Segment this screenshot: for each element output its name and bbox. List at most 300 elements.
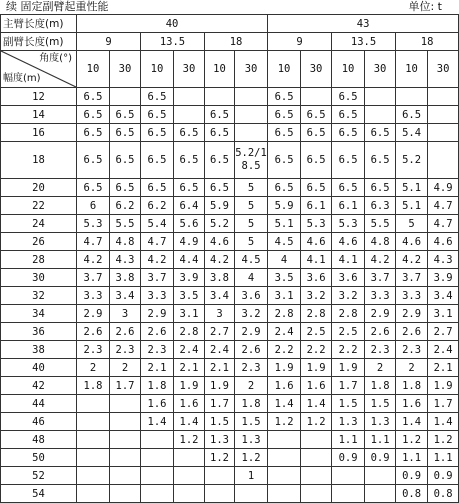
capacity-cell	[268, 467, 301, 485]
capacity-cell: 1.7	[428, 395, 459, 413]
capacity-cell: 1.4	[396, 413, 428, 431]
angle-value: 30	[365, 51, 396, 88]
capacity-cell: 0.9	[332, 449, 365, 467]
capacity-cell: 4.8	[110, 233, 141, 251]
capacity-cell	[365, 485, 396, 503]
capacity-cell: 3.2	[301, 287, 332, 305]
capacity-cell: 3.3	[396, 287, 428, 305]
capacity-cell	[174, 88, 205, 106]
capacity-cell: 6.2	[110, 197, 141, 215]
capacity-cell: 3.1	[428, 305, 459, 323]
capacity-cell: 1.6	[396, 395, 428, 413]
table-row	[1, 341, 459, 359]
radius-label: 幅度(m)	[3, 73, 41, 84]
capacity-cell: 2.4	[428, 341, 459, 359]
capacity-cell: 1.2	[268, 413, 301, 431]
capacity-cell: 1.4	[174, 413, 205, 431]
capacity-cell	[428, 124, 459, 142]
capacity-cell: 2.8	[174, 323, 205, 341]
angle-value: 30	[428, 51, 459, 88]
capacity-cell: 6.5	[301, 124, 332, 142]
unit-label: 单位: t	[408, 0, 442, 13]
capacity-cell: 3.4	[205, 287, 235, 305]
capacity-cell: 6.5	[77, 88, 110, 106]
capacity-cell: 2	[396, 359, 428, 377]
capacity-cell: 5.1	[396, 197, 428, 215]
capacity-cell: 1.5	[365, 395, 396, 413]
capacity-cell: 6.5	[268, 106, 301, 124]
capacity-cell: 5.6	[174, 215, 205, 233]
table-row	[1, 215, 459, 233]
capacity-cell: 3.9	[428, 269, 459, 287]
capacity-cell: 1.3	[332, 413, 365, 431]
header-row-jib	[1, 33, 459, 51]
capacity-cell: 2.2	[301, 341, 332, 359]
capacity-cell: 5.4	[141, 215, 174, 233]
capacity-cell: 2.1	[174, 359, 205, 377]
capacity-cell: 1.1	[428, 449, 459, 467]
capacity-cell: 2.8	[268, 305, 301, 323]
capacity-cell: 1.9	[332, 359, 365, 377]
radius-cell: 18	[1, 142, 77, 179]
capacity-cell: 2.4	[205, 341, 235, 359]
capacity-cell: 6.5	[141, 88, 174, 106]
table-row	[1, 88, 459, 106]
capacity-cell: 5	[396, 215, 428, 233]
table-row	[1, 395, 459, 413]
capacity-cell: 3.2	[332, 287, 365, 305]
capacity-cell: 6.5	[110, 142, 141, 179]
capacity-cell: 1.6	[268, 377, 301, 395]
capacity-cell	[396, 88, 428, 106]
capacity-cell: 6.2	[141, 197, 174, 215]
capacity-cell: 4.9	[174, 233, 205, 251]
capacity-cell: 6.5	[205, 142, 235, 179]
capacity-cell: 4.5	[268, 233, 301, 251]
capacity-cell: 2.3	[141, 341, 174, 359]
capacity-cell	[365, 106, 396, 124]
header-row-main-boom	[1, 15, 459, 33]
capacity-cell: 1.1	[365, 431, 396, 449]
capacity-cell: 1.7	[205, 395, 235, 413]
capacity-cell: 5	[235, 215, 268, 233]
capacity-cell: 1.7	[332, 377, 365, 395]
capacity-cell: 6.5	[205, 106, 235, 124]
capacity-cell: 1.4	[301, 395, 332, 413]
angle-radius-header	[1, 51, 77, 88]
capacity-cell	[110, 413, 141, 431]
lifting-capacity-table	[0, 14, 459, 503]
capacity-cell: 1	[235, 467, 268, 485]
capacity-cell: 1.2	[301, 413, 332, 431]
capacity-cell: 4.2	[365, 251, 396, 269]
capacity-cell: 2.3	[77, 341, 110, 359]
capacity-cell: 3.3	[77, 287, 110, 305]
capacity-cell: 6.5	[110, 106, 141, 124]
table-row	[1, 467, 459, 485]
radius-cell: 24	[1, 215, 77, 233]
capacity-cell	[141, 467, 174, 485]
capacity-cell: 2.7	[428, 323, 459, 341]
radius-cell: 26	[1, 233, 77, 251]
capacity-cell	[301, 449, 332, 467]
capacity-cell: 4.5	[235, 251, 268, 269]
capacity-cell: 3.6	[332, 269, 365, 287]
capacity-cell: 2.3	[235, 359, 268, 377]
table-row	[1, 449, 459, 467]
capacity-cell: 2.6	[110, 323, 141, 341]
capacity-cell: 6.5	[301, 106, 332, 124]
capacity-cell: 2	[110, 359, 141, 377]
capacity-cell: 3.7	[365, 269, 396, 287]
table-row	[1, 359, 459, 377]
capacity-cell: 6.5	[332, 106, 365, 124]
radius-cell: 36	[1, 323, 77, 341]
capacity-cell	[268, 431, 301, 449]
header-row-angle	[1, 51, 459, 88]
capacity-cell: 6.5	[205, 124, 235, 142]
table-row	[1, 251, 459, 269]
capacity-cell: 3.4	[428, 287, 459, 305]
capacity-cell: 2.3	[110, 341, 141, 359]
capacity-cell: 5.9	[268, 197, 301, 215]
angle-value: 10	[141, 51, 174, 88]
capacity-cell: 5.5	[110, 215, 141, 233]
capacity-cell	[428, 88, 459, 106]
radius-cell: 22	[1, 197, 77, 215]
capacity-cell	[110, 395, 141, 413]
capacity-cell: 6.5	[205, 179, 235, 197]
capacity-cell	[428, 142, 459, 179]
capacity-cell: 3.4	[110, 287, 141, 305]
table-row	[1, 305, 459, 323]
capacity-cell: 2.2	[332, 341, 365, 359]
table-row	[1, 323, 459, 341]
capacity-cell	[174, 449, 205, 467]
table-row	[1, 233, 459, 251]
capacity-cell	[235, 124, 268, 142]
capacity-cell: 3.5	[268, 269, 301, 287]
capacity-cell: 4.1	[301, 251, 332, 269]
capacity-cell: 3.7	[77, 269, 110, 287]
capacity-cell	[301, 431, 332, 449]
capacity-cell: 2.3	[365, 341, 396, 359]
capacity-cell: 2.9	[235, 323, 268, 341]
capacity-cell: 6.5	[110, 179, 141, 197]
capacity-cell: 5.3	[332, 215, 365, 233]
radius-cell: 12	[1, 88, 77, 106]
capacity-cell: 2.9	[396, 305, 428, 323]
capacity-cell: 6	[77, 197, 110, 215]
capacity-cell: 4.6	[301, 233, 332, 251]
capacity-cell: 3.2	[235, 305, 268, 323]
main-boom-label: 主臂长度(m)	[1, 15, 77, 33]
capacity-cell: 4.2	[396, 251, 428, 269]
capacity-cell: 4.9	[428, 179, 459, 197]
capacity-cell: 1.8	[396, 377, 428, 395]
capacity-cell: 1.2	[396, 431, 428, 449]
capacity-cell: 2.6	[141, 323, 174, 341]
table-row	[1, 413, 459, 431]
capacity-cell: 6.5	[174, 124, 205, 142]
capacity-cell: 1.5	[205, 413, 235, 431]
capacity-cell: 1.3	[205, 431, 235, 449]
table-row	[1, 287, 459, 305]
capacity-cell: 4	[235, 269, 268, 287]
capacity-cell: 1.9	[205, 377, 235, 395]
capacity-cell	[110, 431, 141, 449]
capacity-cell: 1.3	[235, 431, 268, 449]
capacity-cell: 3	[205, 305, 235, 323]
angle-value: 10	[268, 51, 301, 88]
capacity-cell: 5	[235, 179, 268, 197]
capacity-cell: 5.3	[301, 215, 332, 233]
capacity-cell: 4.3	[428, 251, 459, 269]
capacity-cell: 6.5	[141, 142, 174, 179]
jib-value: 13.5	[141, 33, 205, 51]
table-row	[1, 179, 459, 197]
capacity-cell: 2.6	[235, 341, 268, 359]
capacity-cell	[205, 88, 235, 106]
capacity-cell: 1.8	[141, 377, 174, 395]
capacity-cell	[332, 467, 365, 485]
capacity-cell	[141, 449, 174, 467]
jib-value: 9	[77, 33, 141, 51]
capacity-cell: 4.8	[365, 233, 396, 251]
radius-cell: 34	[1, 305, 77, 323]
capacity-cell	[235, 106, 268, 124]
capacity-cell: 4.7	[141, 233, 174, 251]
capacity-cell: 2.5	[332, 323, 365, 341]
capacity-cell: 5	[235, 233, 268, 251]
capacity-cell: 4.6	[332, 233, 365, 251]
capacity-cell: 6.5	[174, 179, 205, 197]
capacity-cell: 2.9	[141, 305, 174, 323]
capacity-cell	[77, 413, 110, 431]
capacity-cell	[77, 395, 110, 413]
radius-cell: 54	[1, 485, 77, 503]
capacity-cell	[332, 485, 365, 503]
capacity-cell: 3.1	[174, 305, 205, 323]
capacity-cell: 2.6	[77, 323, 110, 341]
capacity-cell: 1.9	[428, 377, 459, 395]
angle-value: 10	[205, 51, 235, 88]
capacity-cell: 2.4	[174, 341, 205, 359]
capacity-cell: 3.1	[268, 287, 301, 305]
capacity-cell: 5.9	[205, 197, 235, 215]
radius-cell: 16	[1, 124, 77, 142]
jib-value: 18	[396, 33, 459, 51]
capacity-cell: 0.9	[396, 467, 428, 485]
capacity-cell: 6.5	[268, 88, 301, 106]
capacity-cell: 3.5	[174, 287, 205, 305]
capacity-cell: 2	[235, 377, 268, 395]
radius-cell: 44	[1, 395, 77, 413]
capacity-cell	[141, 431, 174, 449]
capacity-cell: 4.6	[428, 233, 459, 251]
angle-value: 10	[77, 51, 110, 88]
capacity-cell: 3.8	[205, 269, 235, 287]
capacity-cell: 6.4	[174, 197, 205, 215]
capacity-cell: 6.5	[301, 179, 332, 197]
capacity-cell	[174, 467, 205, 485]
angle-value: 30	[174, 51, 205, 88]
capacity-cell: 5.3	[77, 215, 110, 233]
capacity-cell	[268, 449, 301, 467]
capacity-cell: 6.5	[141, 106, 174, 124]
capacity-cell: 2.7	[205, 323, 235, 341]
capacity-cell: 4.2	[77, 251, 110, 269]
capacity-cell: 6.5	[77, 179, 110, 197]
capacity-cell: 6.5	[268, 179, 301, 197]
capacity-cell: 1.2	[205, 449, 235, 467]
capacity-cell	[77, 431, 110, 449]
capacity-cell: 5.1	[268, 215, 301, 233]
table-row	[1, 142, 459, 179]
capacity-cell: 0.8	[428, 485, 459, 503]
capacity-cell: 6.5	[332, 124, 365, 142]
capacity-cell: 3	[110, 305, 141, 323]
capacity-cell	[365, 88, 396, 106]
capacity-cell: 6.5	[110, 124, 141, 142]
capacity-cell: 3.3	[141, 287, 174, 305]
capacity-cell: 1.9	[268, 359, 301, 377]
capacity-cell: 6.5	[77, 142, 110, 179]
capacity-cell: 2.4	[268, 323, 301, 341]
capacity-cell: 1.9	[301, 359, 332, 377]
capacity-cell	[141, 485, 174, 503]
capacity-cell: 6.5	[141, 179, 174, 197]
capacity-cell: 1.8	[235, 395, 268, 413]
capacity-cell: 1.2	[174, 431, 205, 449]
capacity-cell: 2.9	[365, 305, 396, 323]
capacity-cell: 6.5	[268, 124, 301, 142]
capacity-cell: 3.9	[174, 269, 205, 287]
table-row	[1, 197, 459, 215]
capacity-cell: 3.8	[110, 269, 141, 287]
radius-cell: 32	[1, 287, 77, 305]
capacity-cell	[235, 485, 268, 503]
angle-label: 角度(°)	[39, 53, 72, 64]
capacity-cell	[174, 106, 205, 124]
capacity-cell	[77, 485, 110, 503]
jib-value: 18	[205, 33, 268, 51]
angle-value: 30	[301, 51, 332, 88]
capacity-cell: 6.5	[301, 142, 332, 179]
capacity-cell: 1.4	[428, 413, 459, 431]
angle-value: 10	[332, 51, 365, 88]
capacity-cell: 2	[365, 359, 396, 377]
capacity-cell: 2.8	[301, 305, 332, 323]
capacity-cell: 6.5	[268, 142, 301, 179]
table-row	[1, 431, 459, 449]
capacity-cell	[205, 467, 235, 485]
capacity-cell: 6.5	[365, 179, 396, 197]
radius-cell: 50	[1, 449, 77, 467]
table-row	[1, 269, 459, 287]
capacity-cell: 2.1	[428, 359, 459, 377]
capacity-cell: 2.1	[141, 359, 174, 377]
capacity-cell: 1.5	[332, 395, 365, 413]
capacity-cell: 0.8	[396, 485, 428, 503]
capacity-cell: 3.7	[396, 269, 428, 287]
capacity-cell	[77, 449, 110, 467]
table-title: 续 固定副臂起重性能	[6, 0, 109, 13]
capacity-cell: 1.8	[365, 377, 396, 395]
capacity-cell: 4.7	[77, 233, 110, 251]
capacity-cell: 1.8	[77, 377, 110, 395]
capacity-cell: 4.2	[141, 251, 174, 269]
capacity-cell	[77, 467, 110, 485]
jib-label: 副臂长度(m)	[1, 33, 77, 51]
jib-value: 13.5	[332, 33, 396, 51]
angle-value: 30	[235, 51, 268, 88]
capacity-cell: 1.6	[141, 395, 174, 413]
radius-cell: 14	[1, 106, 77, 124]
capacity-cell: 6.5	[332, 142, 365, 179]
capacity-cell: 2.6	[365, 323, 396, 341]
capacity-cell: 3.6	[235, 287, 268, 305]
capacity-cell: 2.8	[332, 305, 365, 323]
table-row	[1, 485, 459, 503]
capacity-cell: 1.6	[174, 395, 205, 413]
capacity-cell	[365, 467, 396, 485]
capacity-cell: 1.4	[141, 413, 174, 431]
capacity-cell: 6.5	[332, 179, 365, 197]
capacity-cell	[301, 467, 332, 485]
capacity-cell: 6.5	[365, 142, 396, 179]
capacity-cell: 6.5	[141, 124, 174, 142]
capacity-cell: 2	[77, 359, 110, 377]
capacity-cell	[110, 485, 141, 503]
angle-value: 10	[396, 51, 428, 88]
capacity-cell: 3.7	[141, 269, 174, 287]
capacity-cell	[174, 485, 205, 503]
capacity-cell: 4.4	[174, 251, 205, 269]
capacity-cell: 3.3	[365, 287, 396, 305]
capacity-cell: 1.4	[268, 395, 301, 413]
capacity-cell: 5.5	[365, 215, 396, 233]
angle-value: 30	[110, 51, 141, 88]
capacity-cell: 2.3	[396, 341, 428, 359]
capacity-cell: 4.2	[205, 251, 235, 269]
main-boom-value: 43	[268, 15, 459, 33]
capacity-cell: 1.7	[110, 377, 141, 395]
table-row	[1, 124, 459, 142]
capacity-cell: 6.5	[77, 124, 110, 142]
capacity-cell: 5.2	[205, 215, 235, 233]
capacity-cell: 5.2/1 8.5	[235, 142, 268, 179]
capacity-cell: 6.5	[332, 88, 365, 106]
capacity-cell: 6.5	[77, 106, 110, 124]
capacity-cell: 6.3	[365, 197, 396, 215]
capacity-cell: 1.9	[174, 377, 205, 395]
capacity-cell: 2.6	[396, 323, 428, 341]
capacity-cell: 6.5	[365, 124, 396, 142]
capacity-cell: 2.5	[301, 323, 332, 341]
radius-cell: 48	[1, 431, 77, 449]
capacity-cell: 4.3	[110, 251, 141, 269]
capacity-cell	[428, 106, 459, 124]
capacity-cell: 5.1	[396, 179, 428, 197]
capacity-cell: 5.2	[396, 142, 428, 179]
capacity-cell: 1.5	[235, 413, 268, 431]
table-row	[1, 106, 459, 124]
capacity-cell: 0.9	[428, 467, 459, 485]
radius-cell: 52	[1, 467, 77, 485]
jib-value: 9	[268, 33, 332, 51]
capacity-cell: 4.6	[205, 233, 235, 251]
